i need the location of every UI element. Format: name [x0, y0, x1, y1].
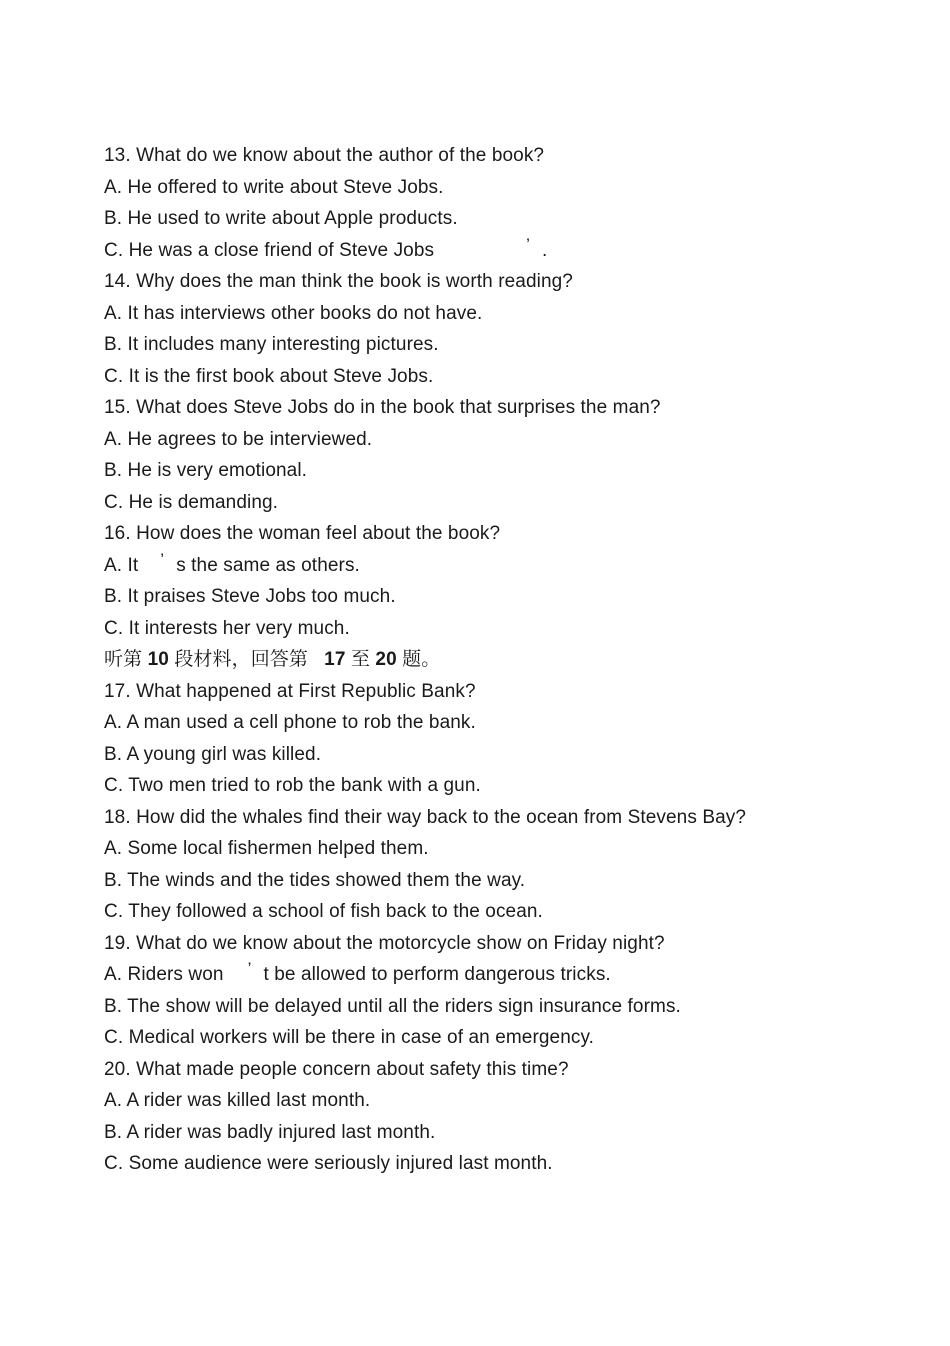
- q20-option-a: A. A rider was killed last month.: [104, 1090, 371, 1111]
- q14-option-b: B. It includes many interesting pictures.: [104, 334, 439, 355]
- question-20: 20. What made people concern about safety this time?: [104, 1058, 569, 1080]
- section-instruction: [104, 644, 904, 676]
- q19-option-c: C. Medical workers will be there in case of an emergency.: [104, 1027, 595, 1048]
- section-text-4: 题。: [402, 649, 441, 670]
- q13-option-c-apostrophe: ’: [526, 234, 531, 254]
- question-18: 18. How did the whales find their way back to the ocean from Stevens Bay?: [104, 806, 747, 828]
- question-13: 13. What do we know about the author of the book?: [104, 145, 545, 166]
- q15-option-a: A. He agrees to be interviewed.: [104, 428, 373, 450]
- q19-option-a-apostrophe: ’: [247, 959, 252, 978]
- q13-option-a: A. He offered to write about Steve Jobs.: [104, 176, 444, 198]
- q14-option-a: A. It has interviews other books do not have.: [104, 302, 483, 324]
- q18-option-b: B. The winds and the tides showed them the way.: [104, 869, 526, 891]
- q13-option-c-end: .: [542, 239, 548, 261]
- q20-option-c: C. Some audience were seriously injured last month.: [104, 1153, 553, 1174]
- q19-option-b: B. The show will be delayed until all the riders sign insurance forms.: [104, 995, 681, 1017]
- q14-option-c: C. It is the first book about Steve Jobs.: [104, 365, 434, 387]
- question-17: 17. What happened at First Republic Bank?: [104, 680, 476, 702]
- question-14: 14. Why does the man think the book is worth reading?: [104, 271, 573, 292]
- q19-option-a: [104, 959, 904, 991]
- q13-option-b: B. He used to write about Apple products.: [104, 208, 458, 229]
- q15-option-b: B. He is very emotional.: [104, 460, 308, 481]
- q13-option-c-text: C. He was a close friend of Steve Jobs: [104, 239, 435, 261]
- q17-option-b: B. A young girl was killed.: [104, 743, 322, 765]
- question-list: [104, 140, 904, 1180]
- q15-option-c: C. He is demanding.: [104, 491, 279, 513]
- q16-option-a-apostrophe: ’: [160, 549, 165, 569]
- q16-option-b: B. It praises Steve Jobs too much.: [104, 586, 396, 607]
- section-text-3: 至: [350, 649, 371, 670]
- q17-option-a: A. A man used a cell phone to rob the bank.: [104, 712, 476, 733]
- q16-option-a: [104, 550, 904, 582]
- q17-option-c: C. Two men tried to rob the bank with a gun.: [104, 775, 481, 796]
- q18-option-a: A. Some local fishermen helped them.: [104, 838, 429, 859]
- q16-option-c: C. It interests her very much.: [104, 617, 350, 639]
- section-number-17: 17: [324, 649, 346, 670]
- q18-option-c: C. They followed a school of fish back to the ocean.: [104, 901, 543, 922]
- question-15: 15. What does Steve Jobs do in the book that surprises the man?: [104, 397, 661, 418]
- q20-option-b: B. A rider was badly injured last month.: [104, 1121, 436, 1143]
- section-number-20: 20: [375, 649, 397, 670]
- q13-option-c: [104, 235, 904, 267]
- section-text-1: 听第: [104, 649, 143, 670]
- section-number-10: 10: [147, 649, 169, 670]
- question-16: 16. How does the woman feel about the book?: [104, 523, 501, 544]
- question-19: 19. What do we know about the motorcycle show on Friday night?: [104, 932, 665, 954]
- q16-option-a-text: A. It: [104, 554, 139, 576]
- q19-option-a-end: t be allowed to perform dangerous tricks.: [263, 964, 611, 985]
- q19-option-a-text: A. Riders won: [104, 964, 224, 985]
- q16-option-a-end: s the same as others.: [176, 554, 360, 576]
- section-text-2: 段材料，回答第: [174, 649, 309, 670]
